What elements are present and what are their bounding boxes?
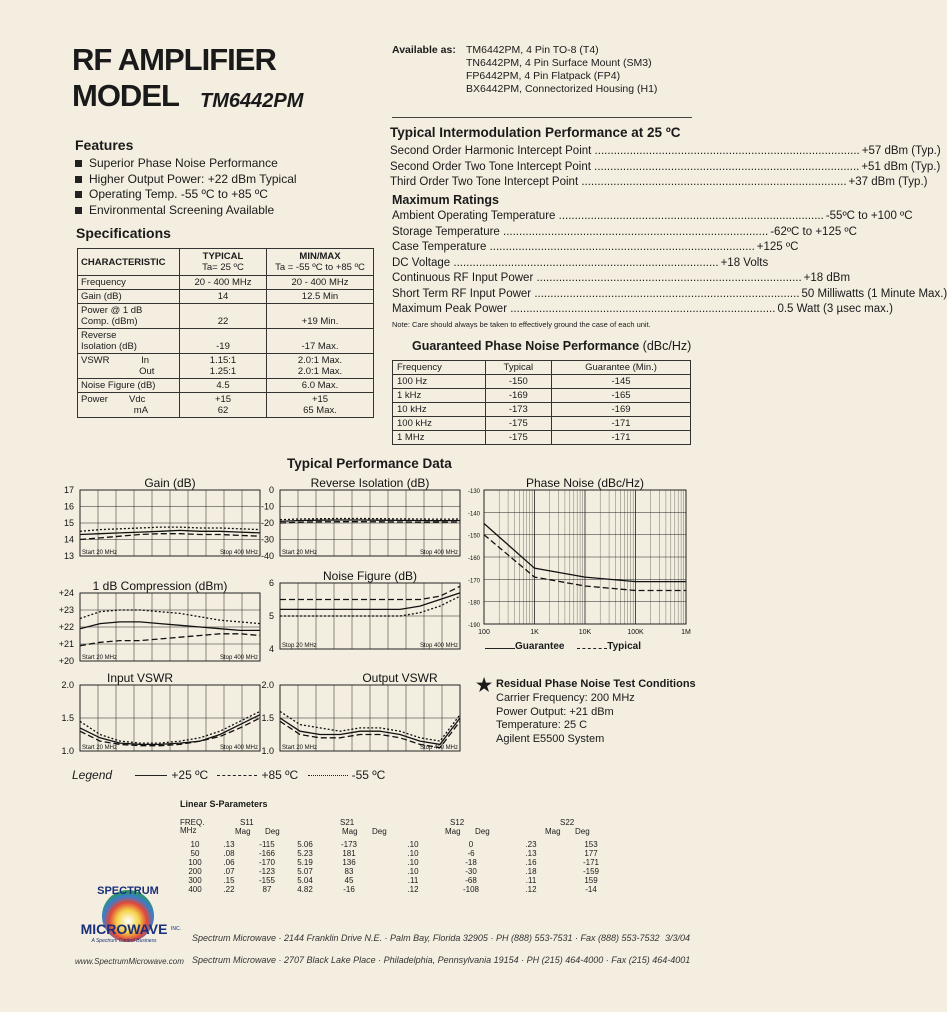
specs-cell: +15 65 Max. — [267, 393, 374, 418]
sparams-cell: .22 — [223, 885, 235, 894]
pn-cell: 10 kHz — [393, 403, 486, 417]
sparams-cell: 136 — [342, 858, 356, 867]
y-tick-label: -190 — [467, 623, 480, 629]
sparams-freq-unit: MHz — [180, 826, 197, 835]
pn-chart-legend — [485, 641, 641, 652]
pn-cell: -171 — [552, 431, 691, 445]
legend-item-m55: -55 ºC — [351, 768, 386, 782]
sparams-cell: .18 — [525, 867, 537, 876]
phase-noise-title: Guaranteed Phase Noise Performance — [412, 339, 640, 353]
specs-cell: 12.5 Min — [267, 290, 374, 304]
features-heading: Features — [75, 137, 134, 153]
y-tick-label: 5 — [268, 611, 274, 621]
sparams-cell: 0 — [468, 840, 474, 849]
specs-head-c1: CHARACTERISTIC — [78, 249, 180, 276]
y-tick-label: 4 — [268, 644, 274, 654]
chart-title: Gain (dB) — [144, 476, 196, 490]
rating-value: +18 Volts — [719, 256, 769, 272]
sparams-table — [180, 840, 610, 894]
sparams-cell: .13 — [525, 849, 537, 858]
pn-cell: 100 kHz — [393, 417, 486, 431]
specs-cell: Reverse Isolation (dB) — [78, 329, 180, 354]
intermod-value: +57 dBm (Typ.) — [860, 144, 941, 160]
y-tick-label: -170 — [467, 578, 480, 585]
specs-cell: VSWR In Out — [78, 354, 180, 379]
rating-label: Maximum Peak Power ..... — [392, 302, 775, 318]
sparams-sub: Deg — [265, 827, 280, 836]
x-stop-label: Stop 400 MHz — [419, 643, 458, 649]
sparams-cell: .11 — [407, 876, 419, 885]
intermod-value: +37 dBm (Typ.) — [847, 175, 928, 191]
logo-top: SPECTRUM — [97, 885, 159, 897]
sparams-cell: 177 — [584, 849, 598, 858]
sparams-cell: .10 — [407, 858, 419, 867]
logo-inc: INC. — [171, 926, 181, 932]
available-label: Available as: — [392, 44, 456, 56]
specs-cell: +15 62 — [180, 393, 267, 418]
ratings-note: Note: Care should always be taken to effectively ground the case of each unit. — [392, 320, 651, 329]
sparams-sub: Mag — [342, 827, 358, 836]
sparams-sub: Deg — [372, 827, 387, 836]
x-tick-label: 100 — [478, 629, 490, 636]
sparams-header — [180, 818, 610, 840]
y-tick-label: 1.0 — [61, 746, 74, 756]
specs-cell: 2.0:1 Max. 2.0:1 Max. — [267, 354, 374, 379]
rating-label: Case Temperature ..... — [392, 240, 755, 256]
sparams-cell: 159 — [584, 876, 598, 885]
logo-tag: A Spectrum Control Business — [91, 938, 157, 944]
intermod-heading: Typical Intermodulation Performance at 25 ºC — [390, 125, 681, 140]
sparams-cell: -171 — [582, 858, 599, 867]
pn-cell: -173 — [485, 403, 551, 417]
test-heading: Residual Phase Noise Test Conditions — [496, 678, 696, 690]
title-line1: RF AMPLIFIER — [72, 42, 276, 77]
available-item: FP6442PM, 4 Pin Flatpack (FP4) — [466, 70, 621, 82]
x-tick-label: 100K — [627, 629, 644, 636]
y-tick-label: 16 — [63, 501, 74, 512]
specs-cell: 1.15:1 1.25:1 — [180, 354, 267, 379]
pn-cell: -171 — [552, 417, 691, 431]
legend — [72, 768, 385, 782]
sparams-cell: -6 — [467, 849, 475, 858]
pn-cell: 1 kHz — [393, 389, 486, 403]
title-line2: MODEL — [72, 78, 179, 113]
sparams-cell: 10 — [190, 840, 200, 849]
sparams-freq-head: FREQ. — [180, 818, 205, 827]
sparams-group: S12 — [450, 818, 465, 827]
y-tick-label: -30 — [260, 534, 274, 545]
sparams-cell: 200 — [188, 867, 202, 876]
sparams-row — [180, 858, 610, 867]
star-icon: ★ — [476, 675, 493, 695]
y-tick-label: +22 — [58, 622, 74, 632]
sparams-cell: -16 — [343, 885, 355, 894]
y-tick-label: +21 — [58, 639, 74, 649]
y-tick-label: +24 — [58, 588, 74, 598]
x-tick-label: 1M — [681, 629, 691, 636]
sparams-cell: -14 — [585, 885, 597, 894]
available-item: TM6442PM, 4 Pin TO-8 (T4) — [466, 44, 599, 56]
specs-cell: 4.5 — [180, 379, 267, 393]
specs-cell: 20 - 400 MHz — [180, 276, 267, 290]
x-stop-label: Stop 400 MHz — [219, 745, 258, 751]
specs-cell: -17 Max. — [267, 329, 374, 354]
sparams-sub: Mag — [445, 827, 461, 836]
sparams-row — [180, 876, 610, 885]
y-tick-label: 1.5 — [261, 713, 274, 723]
rating-value: -55ºC to +100 ºC — [824, 209, 913, 225]
sparams-sub: Deg — [575, 827, 590, 836]
sparams-cell: .13 — [223, 840, 235, 849]
sparams-group: S22 — [560, 818, 575, 827]
test-item: Power Output: +21 dBm — [496, 705, 614, 718]
x-start-label: Stop 20 MHz — [282, 643, 317, 649]
specs-cell: 20 - 400 MHz — [267, 276, 374, 290]
pn-legend-guarantee: Guarantee — [515, 641, 565, 652]
x-start-label: Start 20 MHz — [282, 745, 318, 751]
x-start-label: Start 20 MHz — [82, 550, 118, 556]
pn-col: Frequency — [393, 361, 486, 375]
sparams-cell: -166 — [258, 849, 275, 858]
sparams-cell: .10 — [407, 840, 419, 849]
sparams-cell: -68 — [465, 876, 477, 885]
pn-cell: -169 — [552, 403, 691, 417]
x-stop-label: Stop 400 MHz — [419, 745, 458, 751]
chart-title: 1 dB Compression (dBm) — [92, 579, 228, 593]
rating-label: Short Term RF Input Power ..... — [392, 287, 800, 303]
pn-col: Typical — [485, 361, 551, 375]
test-item: Agilent E5500 System — [496, 732, 605, 745]
model-number: TM6442PM — [200, 90, 304, 112]
legend-item-25: +25 ºC — [171, 768, 209, 782]
feature-item: Superior Phase Noise Performance — [75, 156, 297, 172]
y-tick-label: -180 — [467, 600, 480, 607]
sparams-cell: 100 — [188, 858, 202, 867]
pn-cell: -145 — [552, 375, 691, 389]
sparams-cell: -123 — [258, 867, 275, 876]
sparams-group: S21 — [340, 818, 355, 827]
x-start-label: Start 20 MHz — [82, 745, 118, 751]
ratings-heading: Maximum Ratings — [392, 193, 499, 207]
y-tick-label: -40 — [260, 551, 274, 561]
sparams-cell: 5.23 — [297, 849, 313, 858]
sparams-cell: 87 — [262, 885, 272, 894]
feature-item: Higher Output Power: +22 dBm Typical — [75, 172, 297, 188]
specs-head-c3a: MIN/MAX — [299, 251, 341, 262]
sparams-cell: .23 — [525, 840, 537, 849]
rating-label: DC Voltage ..... — [392, 256, 719, 272]
sparams-cell: 400 — [188, 885, 202, 894]
pn-legend-typical: Typical — [607, 641, 641, 652]
sparams-cell: 153 — [584, 840, 598, 849]
sparams-cell: .11 — [525, 876, 537, 885]
y-tick-label: 1.5 — [61, 713, 74, 723]
sparams-cell: .12 — [407, 885, 419, 894]
sparams-cell: -115 — [259, 840, 275, 849]
sparams-cell: 4.82 — [297, 885, 313, 894]
y-tick-label: -130 — [467, 489, 480, 495]
specs-cell: Power Vdc mA — [78, 393, 180, 418]
sparams-row — [180, 885, 610, 894]
pn-cell: -169 — [485, 389, 551, 403]
sparams-cell: .10 — [407, 867, 419, 876]
rating-label: Continuous RF Input Power ..... — [392, 271, 802, 287]
y-tick-label: -160 — [467, 556, 480, 562]
sparams-cell: -173 — [340, 840, 357, 849]
footer-line1: Spectrum Microwave · 2144 Franklin Drive N.E. · Palm Bay, Florida 32905 · PH (888) 553-7531 · Fax (888) 553-7532 — [192, 933, 660, 943]
chart-title: Input VSWR — [106, 671, 174, 685]
pn-cell: -150 — [485, 375, 551, 389]
legend-item-85: +85 ºC — [261, 768, 299, 782]
specs-cell: 6.0 Max. — [267, 379, 374, 393]
rating-value: +18 dBm — [802, 271, 850, 287]
x-stop-label: Stop 400 MHz — [219, 655, 258, 661]
specs-head-c3b: Ta = -55 ºC to +85 ºC — [275, 262, 365, 273]
footer-web[interactable]: www.SpectrumMicrowave.com — [75, 957, 184, 966]
chart-title: Phase Noise (dBc/Hz) — [525, 476, 645, 490]
y-tick-label: 13 — [63, 551, 74, 561]
footer-line2: Spectrum Microwave · 2707 Black Lake Place · Philadelphia, Pennsylvania 19154 · PH (215) 464-4000 · Fax (215) 464-4001 — [192, 955, 691, 965]
sparams-cell: .10 — [407, 849, 419, 858]
sparams-row — [180, 840, 610, 849]
sparams-cell: 5.19 — [297, 858, 313, 867]
rating-value: 0.5 Watt (3 µsec max.) — [775, 302, 892, 318]
pn-cell: 100 Hz — [393, 375, 486, 389]
y-tick-label: -140 — [467, 511, 480, 518]
y-tick-label: 1.0 — [261, 746, 274, 756]
y-tick-label: -20 — [260, 518, 274, 528]
pn-cell: 1 MHz — [393, 431, 486, 445]
pn-cell: -165 — [552, 389, 691, 403]
specs-cell: Power @ 1 dB Comp. (dBm) — [78, 304, 180, 329]
sparams-group: S11 — [240, 818, 254, 827]
sparams-cell: 5.04 — [297, 876, 313, 885]
pn-cell: -175 — [485, 417, 551, 431]
rating-label: Storage Temperature ..... — [392, 225, 768, 241]
y-tick-label: -10 — [260, 501, 274, 512]
rating-label: Ambient Operating Temperature ..... — [392, 209, 824, 225]
y-tick-label: 17 — [63, 485, 74, 495]
x-stop-label: Stop 400 MHz — [419, 550, 458, 556]
rating-value: +125 ºC — [755, 240, 799, 256]
sparams-cell: 300 — [188, 876, 202, 885]
y-tick-label: 15 — [63, 518, 74, 528]
available-item: TN6442PM, 4 Pin Surface Mount (SM3) — [466, 57, 652, 69]
spectrum-logo — [78, 880, 181, 955]
sparams-cell: -159 — [582, 867, 599, 876]
intermod-label: Second Order Harmonic Intercept Point ..... — [390, 144, 860, 160]
sparams-sub: Deg — [475, 827, 490, 836]
pn-col: Guarantee (Min.) — [552, 361, 691, 375]
specs-head-c2b: Ta= 25 ºC — [202, 262, 244, 273]
sparams-cell: -170 — [258, 858, 275, 867]
x-tick-label: 10K — [578, 629, 592, 636]
y-tick-label: 6 — [268, 578, 274, 588]
sparams-heading: Linear S-Parameters — [180, 799, 268, 809]
sparams-cell: .12 — [525, 885, 537, 894]
sparams-sub: Mag — [235, 827, 251, 836]
y-tick-label: 2.0 — [61, 680, 74, 690]
pn-cell: -175 — [485, 431, 551, 445]
x-start-label: Start 20 MHz — [282, 550, 318, 556]
x-tick-label: 1K — [530, 629, 539, 636]
sparams-cell: -155 — [258, 876, 275, 885]
y-tick-label: +23 — [58, 605, 74, 615]
chart-title: Noise Figure (dB) — [322, 569, 418, 583]
intermod-label: Third Order Two Tone Intercept Point ..... — [390, 175, 847, 191]
sparams-cell: .08 — [223, 849, 235, 858]
chart-title: Reverse Isolation (dB) — [310, 476, 430, 490]
specs-cell: +19 Min. — [267, 304, 374, 329]
intermod-label: Second Order Two Tone Intercept Point ..... — [390, 160, 859, 176]
intermod-value: +51 dBm (Typ.) — [859, 160, 940, 176]
feature-item: Environmental Screening Available — [75, 203, 297, 219]
feature-item: Operating Temp. -55 ºC to +85 ºC — [75, 187, 297, 203]
rating-value: -62ºC to +125 ºC — [768, 225, 857, 241]
sparams-cell: .16 — [525, 858, 537, 867]
x-stop-label: Stop 400 MHz — [219, 550, 258, 556]
logo-main: MICROWAVE — [80, 921, 168, 937]
y-tick-label: +20 — [58, 656, 74, 666]
specs-cell: Frequency — [78, 276, 180, 290]
sparams-cell: .07 — [223, 867, 235, 876]
legend-label: Legend — [72, 768, 113, 782]
y-tick-label: -150 — [467, 533, 480, 540]
specs-cell: -19 — [180, 329, 267, 354]
specs-cell: 22 — [180, 304, 267, 329]
y-tick-label: 14 — [63, 534, 74, 545]
perf-heading: Typical Performance Data — [287, 456, 452, 471]
sparams-cell: 5.07 — [297, 867, 313, 876]
sparams-cell: 45 — [344, 876, 354, 885]
sparams-row — [180, 849, 610, 858]
sparams-cell: -108 — [462, 885, 479, 894]
specs-head-c2a: TYPICAL — [202, 251, 244, 262]
footer-date: 3/3/04 — [665, 933, 691, 943]
available-item: BX6442PM, Connectorized Housing (H1) — [466, 83, 658, 95]
sparams-cell: -18 — [465, 858, 477, 867]
sparams-block — [180, 818, 610, 894]
specs-heading: Specifications — [76, 225, 171, 241]
x-start-label: Start 20 MHz — [82, 655, 118, 661]
sparams-cell: 5.06 — [297, 840, 313, 849]
sparams-cell: .06 — [223, 858, 235, 867]
sparams-cell: 181 — [342, 849, 356, 858]
specs-cell: 14 — [180, 290, 267, 304]
test-item: Carrier Frequency: 200 MHz — [496, 692, 635, 704]
test-item: Temperature: 25 C — [496, 719, 588, 731]
y-tick-label: 2.0 — [261, 680, 274, 690]
chart-title: Output VSWR — [362, 671, 438, 685]
phase-noise-unit: (dBc/Hz) — [642, 339, 692, 353]
y-tick-label: 0 — [268, 485, 274, 495]
rating-value: 50 Milliwatts (1 Minute Max.) — [800, 287, 947, 303]
sparams-cell: 50 — [190, 849, 200, 858]
test-list — [496, 692, 635, 746]
sparams-cell: 83 — [344, 867, 354, 876]
specs-cell: Gain (dB) — [78, 290, 180, 304]
specs-cell: Noise Figure (dB) — [78, 379, 180, 393]
sparams-row — [180, 867, 610, 876]
sparams-cell: .15 — [223, 876, 235, 885]
sparams-sub: Mag — [545, 827, 561, 836]
sparams-cell: -30 — [465, 867, 477, 876]
